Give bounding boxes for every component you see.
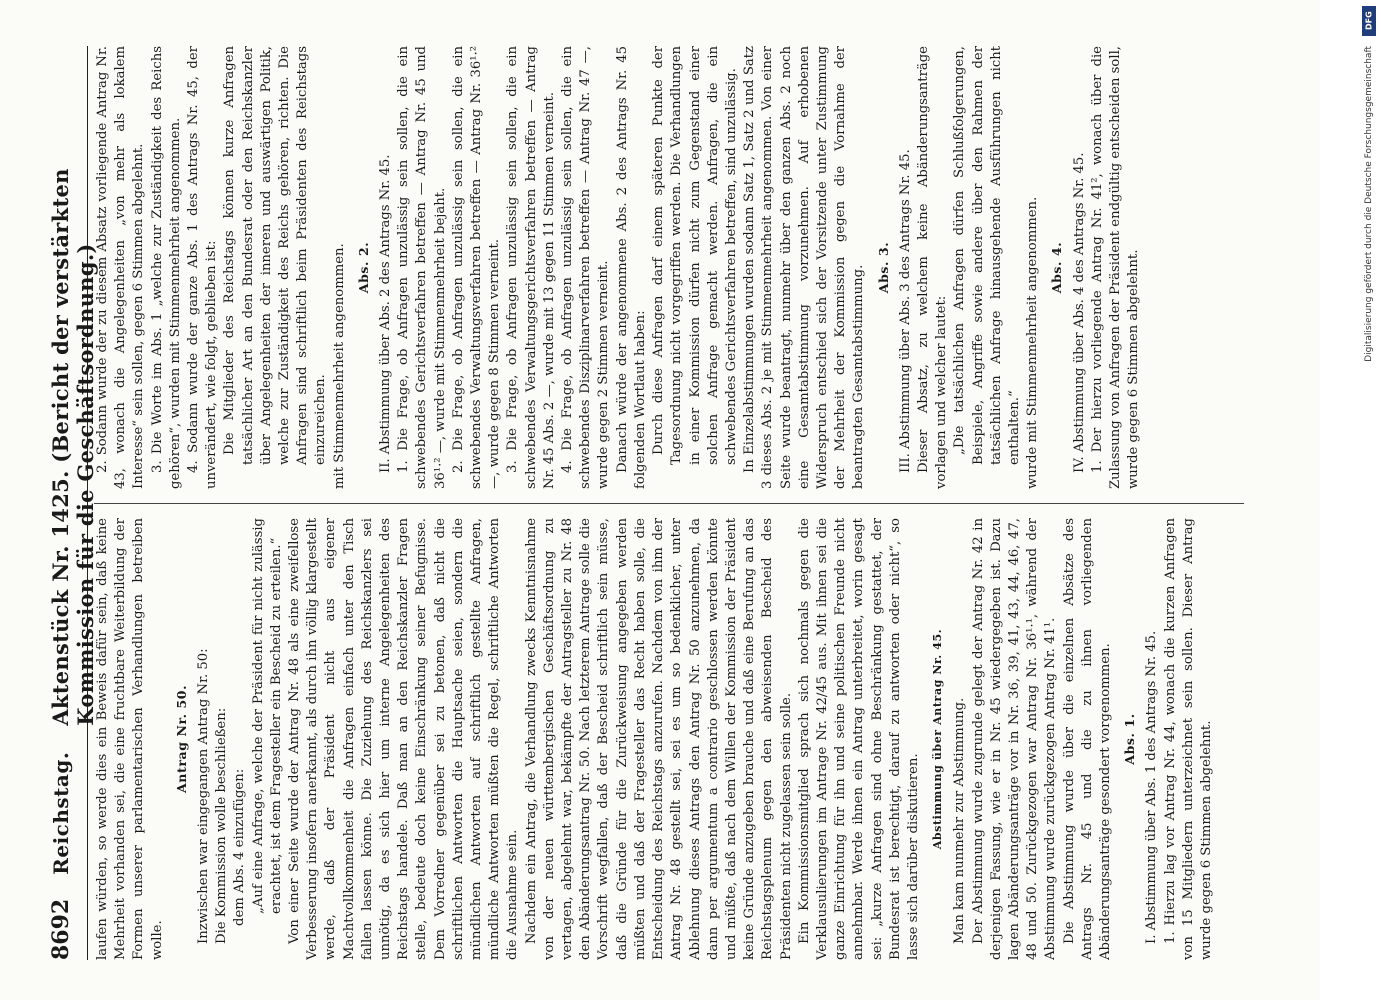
paragraph: 1. Hierzu lag vor Antrag Nr. 44, wonach die kurzen Anfragen von 15 Mitgliedern unterzeichnet sein sollen. Dieser Antrag wurde gegen 6 Stimmen abgelehnt. [1162, 518, 1214, 960]
paragraph: 4. Sodann wurde der ganze Abs. 1 des Antrags Nr. 45, der unverändert, wie folgt, geblieben ist: [186, 46, 220, 489]
right-column [94, 46, 1244, 503]
paragraph: Nachdem ein Antrag, die Verhandlung zwecks Kenntnisnahme von der neuen württembergischen Geschäftsordnung zu vertagen, abgelehnt war, bekämpfte der Antragsteller zu Nr. 48 den Abänderungsantrag Nr. 50. Nach letzterem Antrage solle die Vorschrift wegfallen, daß der Bescheid schriftlich sein müsse, daß die Gründe für die Zurückweisung angegeben werden müßten und daß der Fragesteller das Recht haben solle, die Entscheidung des Reichstags anzurufen. Nachdem von ihm der Antrag Nr. 48 gestellt sei, sei es um so bedenklicher, unter Ablehnung dieses Antrags den Antrag Nr. 50 anzunehmen, da dann per argumentum a contrario geschlossen werden könnte und müßte, daß nach dem Willen der Kommission der Präsident keine Gründe anzugeben brauche und daß eine Berufung an das Reichstagsplenum gegen den abweisenden Bescheid des Präsidenten nicht zugelassen sein solle. [523, 518, 794, 960]
paragraph: dem Abs. 4 einzufügen: [232, 768, 248, 926]
quoted-text: Die Mitglieder des Reichstags können kurze Anfragen tatsächlicher Art an den Bundesrat oder den Reichskanzler über Angelegenheiten der inneren und auswärtigen Politik, welche zur Zuständigkeit des Reichs gehören, richten. Die Anfragen sind schriftlich beim Präsidenten des Reichstags einzureichen. [222, 46, 329, 465]
paragraph: III. Abstimmung über Abs. 3 des Antrags Nr. 45. [897, 149, 913, 473]
quoted-text: Durch diese Anfragen darf einem späteren Punkte der Tagesordnung nicht vorgegriffen werden. Die Verhandlungen in einer Kommission dürfen nicht zum Gegenstand einer solchen Anfrage gemacht werden. Anfragen, die ein schwebendes Gerichtsverfahren betreffen, sind unzulässig. [651, 46, 739, 465]
paragraph: In Einzelabstimmungen wurden sodann Satz 1, Satz 2 und Satz 3 dieses Abs. 2 je mit Stimmenmehrheit angenommen. Von einer Seite wurde beantragt, nunmehr über den ganzen Abs. 2 noch eine Gesamtabstimmung vorzunehmen. Auf erhobenen Widerspruch entschied sich der Vorsitzende unter Zustimmung der Mehrheit der Kommission gegen die Vornahme der beantragten Gesamtabstimmung. [742, 46, 867, 489]
dfg-credit-strip [1359, 6, 1379, 994]
section-heading: Antrag Nr. 50. [173, 684, 189, 794]
left-column [94, 503, 1244, 960]
paragraph: Ein Kommissionsmitglied sprach sich nochmals gegen die Verklausulierungen im Antrage Nr. 42/45 aus. Mit ihnen sei die ganze Einrichtung für ihn und seine politischen Freunde nicht annehmbar. Werde ihnen ein Antrag unterbreitet, worin gesagt sei: „kurze Anfragen sind ohne Beschränkung gestattet, der Bundesrat ist berechtigt, darauf zu antworten oder nicht“, so lasse sich darüber diskutieren. [796, 518, 921, 960]
dfg-logo-icon: DFG [1362, 6, 1376, 36]
quoted-text: „Die tatsächlichen Anfragen dürfen Schlußfolgerungen, Beispiele, Angriffe sowie andere über den Rahmen der tatsächlichen Anfrage hinausgehende Ausführungen nicht enthalten.“ [952, 46, 1022, 465]
paragraph: I. Abstimmung über Abs. 1 des Antrags Nr. 45. [1144, 630, 1160, 944]
section-heading: Abs. 1. [1122, 713, 1138, 765]
paragraph: mit Stimmenmehrheit angenommen. [331, 243, 347, 489]
paragraph: IV. Abstimmung über Abs. 4 des Antrags Nr. 45. [1071, 152, 1087, 473]
paragraph: Danach würde der angenommene Abs. 2 des Antrags Nr. 45 folgenden Wortlaut haben: [614, 46, 648, 489]
quoted-text: „Auf eine Anfrage, welche der Präsident für nicht zulässig erachtet, ist dem Fragesteller ein Bescheid zu erteilen.“ [250, 518, 284, 914]
paragraph: Die Kommission wolle beschließen: [214, 707, 230, 944]
paragraph: laufen würden, so werde dies ein Beweis dafür sein, daß keine Mehrheit vorhanden sei, die eine fruchtbare Weiterbildung der Formen unserer parlamentarischen Verhandlungen betreiben wolle. [95, 518, 165, 960]
paragraph: Von einer Seite wurde der Antrag Nr. 48 als eine zweifellose Verbesserung insofern anerkannt, als durch ihn völlig klargestellt werde, daß der Präsident nicht aus eigener Machtvollkommenheit die Anfragen einfach unter den Tisch fallen lassen könne. Die Zuziehung des Reichskanzlers sei unnötig, da es sich hier um interne Angelegenheiten des Reichstags handele. Daß man an den Reichskanzler Fragen stelle, bedeute doch keine Einschränkung seiner Befugnisse. Dem Vorredner gegenüber sei zu betonen, daß nicht die schriftlichen Antworten die Hauptsache seien, sondern die mündlichen Antworten auf schriftlich gestellte Anfragen, mündliche Antworten müßten die Regel, schriftliche Antworten die Ausnahme sein. [287, 518, 521, 960]
running-head: Reichstag. [49, 751, 73, 875]
document-title: Aktenstück Nr. 1425. (Bericht der verstärkten Kommission für die Geschäftsordnung.) [48, 168, 98, 726]
section-heading: Abs. 2. [355, 241, 371, 294]
paragraph: 2. Sodann wurde der zu diesem Absatz vorliegende Antrag Nr. 43, wonach die Angelegenheiten „von mehr als lokalem Interesse“ sein sollen, gegen 6 Stimmen abgelehnt. [95, 46, 147, 489]
text-columns [94, 46, 1244, 960]
page-header [48, 46, 98, 960]
digitization-credit: Digitalisierung gefördert durch die Deutsche Forschungsgemeinschaft [1364, 46, 1374, 362]
paragraph: 3. Die Worte im Abs. 1 „welche zur Zuständigkeit des Reichs gehören“, wurden mit Stimmenmehrheit angenommen. [149, 46, 183, 489]
section-heading: Abs. 4. [1049, 241, 1065, 294]
page-number: 8692 [48, 898, 74, 960]
paragraph: 4. Die Frage, ob Anfragen unzulässig sein sollen, die ein schwebendes Disziplinarverfahren betreffen — Antrag Nr. 47 —, wurde gegen 2 Stimmen verneint. [560, 46, 612, 489]
paragraph: 2. Die Frage, ob Anfragen unzulässig sein sollen, die ein schwebendes Verwaltungsverfahren betreffen — Antrag Nr. 36¹·² —, wurde gegen 8 Stimmen verneint. [450, 46, 503, 489]
paragraph: Die Abstimmung wurde über die einzelnen Absätze des Antrags Nr. 45 und die zu ihnen vorliegenden Abänderungsanträge gesondert vorgenommen. [1061, 518, 1113, 960]
paragraph: Man kam nunmehr zur Abstimmung. [952, 697, 968, 944]
paragraph: 1. Die Frage, ob Anfragen unzulässig sein sollen, die ein schwebendes Gerichtsverfahren betreffen — Antrag Nr. 45 und 36¹·² —, wurde mit Stimmenmehrheit bejaht. [396, 46, 448, 489]
paragraph: 3. Die Frage, ob Anfragen unzulässig sein sollen, die ein schwebendes Verwaltungsgerichtsverfahren betreffen — Antrag Nr. 45 Abs. 2 —, wurde mit 13 gegen 11 Stimmen verneint. [505, 46, 557, 489]
paragraph: wurde mit Stimmenmehrheit angenommen. [1025, 196, 1041, 489]
section-heading: Abstimmung über Antrag Nr. 45. [931, 628, 945, 850]
paragraph: 1. Der hierzu vorliegende Antrag Nr. 41², wonach über die Zulassung von Anfragen der Präsident endgültig entscheiden soll, wurde gegen 6 Stimmen abgelehnt. [1089, 46, 1142, 489]
paragraph: Der Abstimmung wurde zugrunde gelegt der Antrag Nr. 42 in derjenigen Fassung, wie er in Nr. 45 wiedergegeben ist. Dazu lagen Abänderungsanträge vor in Nr. 36, 39, 41, 43, 44, 46, 47, 48 und 50. Zurückgezogen war Antrag Nr. 36¹·¹, während der Abstimmung wurde zurückgezogen Antrag Nr. 41¹. [970, 518, 1059, 960]
paragraph: Dieser Absatz, zu welchem keine Abänderungsanträge vorlagen und welcher lautet: [915, 46, 950, 489]
paragraph: II. Abstimmung über Abs. 2 des Antrags Nr. 45. [378, 154, 394, 473]
paragraph: Inzwischen war eingegangen Antrag Nr. 50: [196, 648, 212, 944]
section-heading: Abs. 3. [875, 241, 891, 294]
